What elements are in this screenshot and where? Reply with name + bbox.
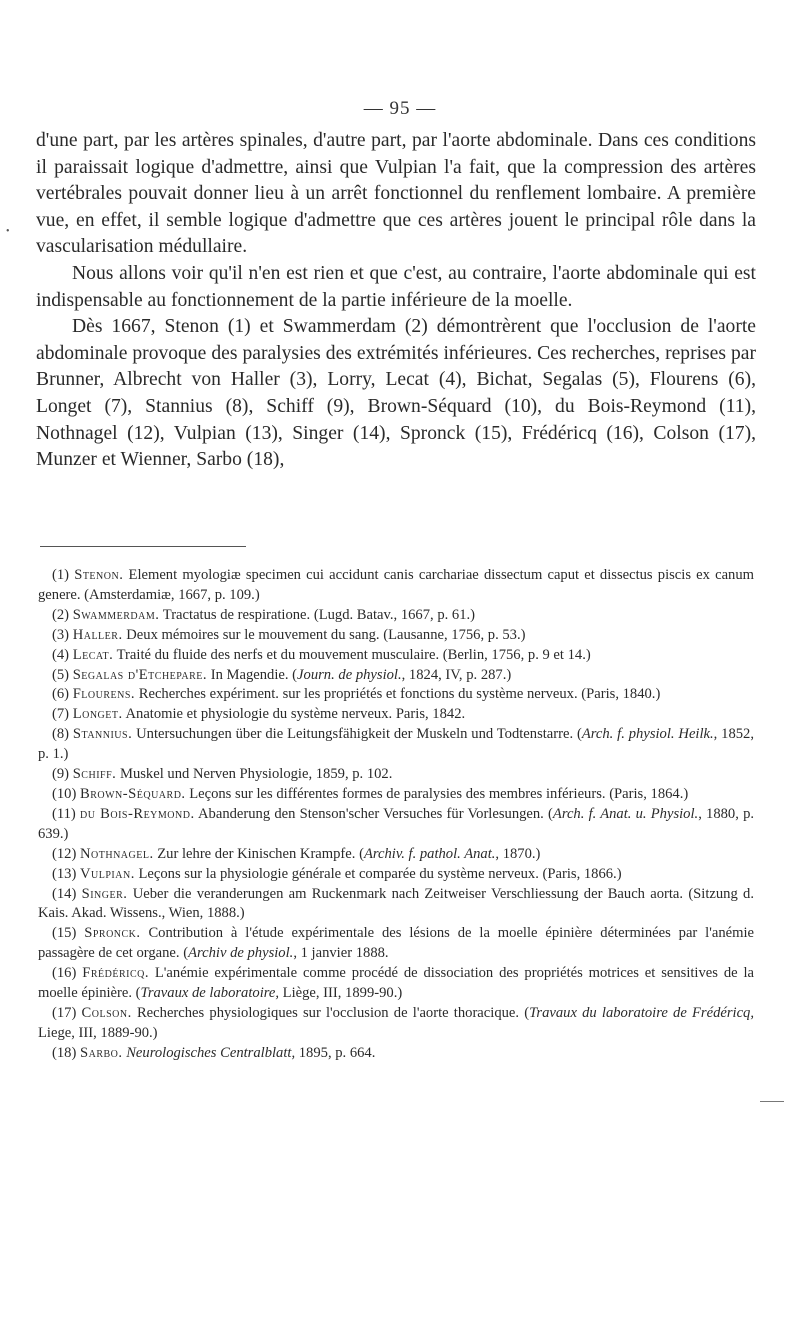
footnote-number: (1): [52, 567, 70, 583]
footnote-author: Lecat.: [72, 646, 114, 663]
footnote-number: (10): [52, 785, 77, 802]
footnote-text: Ueber die veranderungen am Ruckenmark nach Zeitweiser Verschliessung der Bauch aorta. (Sitzung d. Kais. Akad. Wissens., Wien, 1888.): [38, 885, 754, 922]
footnote-text-end: Liège, III, 1899-90.): [279, 985, 403, 1002]
footnote-number: (8): [52, 726, 70, 743]
footnote-author: Haller.: [72, 626, 123, 643]
footnote: [38, 785, 754, 805]
footnote-author: Longet.: [72, 706, 123, 723]
footnote-author: Spronck.: [84, 925, 141, 942]
footnote-number: (3): [52, 626, 70, 643]
footnote-author: Frédéricq.: [82, 965, 149, 982]
footnote: [38, 1044, 754, 1064]
footnote-author: Vulpian.: [79, 865, 135, 882]
footnote-number: (14): [52, 885, 77, 902]
footnote-number: (9): [52, 766, 70, 783]
footnote-author: Flourens.: [72, 686, 136, 703]
footnote-source: Journ. de physiol.: [297, 666, 402, 683]
footnote: [38, 845, 754, 865]
footnote-author: Stannius.: [72, 726, 133, 743]
footnote: [38, 566, 754, 606]
footnote-text: Untersuchungen über die Leitungsfähigkeit der Muskeln und Todtenstarre. (: [136, 726, 582, 743]
footnote-number: (2): [52, 606, 70, 623]
footnote-text: Zur lehre der Kinischen Krampfe. (: [157, 845, 364, 862]
footnote-author: Swammerdam.: [72, 606, 160, 623]
footnote-text: Leçons sur la physiologie générale et comparée du système nerveux. (Paris, 1866.): [138, 865, 622, 882]
footnote-text: Recherches physiologiques sur l'occlusion de l'aorte thoracique. (: [136, 1004, 530, 1021]
footnote: [38, 924, 754, 964]
footnote-author: Schiff.: [72, 766, 117, 783]
footnote: [38, 765, 754, 785]
footnote-author: Singer.: [81, 885, 128, 902]
footnote-text: Recherches expériment. sur les propriétés et fonctions du système nerveux. (Paris, 1840.): [138, 686, 661, 703]
footnote-author: Nothnagel.: [79, 845, 154, 862]
footnote: [38, 865, 754, 885]
paragraph: d'une part, par les artères spinales, d'autre part, par l'aorte abdominale. Dans ces conditions il paraissait logique d'admettre, ainsi que Vulpian l'a fait, que la compression des artères vertébrales pouvait donner lieu à un arrêt fonctionnel du renflement lombaire. A première vue, en effet, il semble logique d'admettre que ces artères jouent le principal rôle dans la vascularisation médullaire.: [36, 130, 756, 258]
footnote-text: L'anémie expérimentale comme procédé de dissociation des propriétés motrices et sensitives de la moelle épinière. (: [38, 965, 754, 1002]
main-text: [36, 128, 756, 474]
footnote-text: Abanderung den Stenson'scher Versuches für Vorlesungen. (: [198, 805, 553, 822]
footnote-number: (17): [52, 1004, 77, 1021]
footnote-text-end: , 1824, IV, p. 287.): [401, 666, 512, 683]
footnotes: [38, 566, 754, 1064]
footnote: [38, 885, 754, 925]
footnote-author: Segalas d'Etchepare.: [72, 666, 208, 683]
footnote-source: Travaux du laboratoire de Frédéricq,: [529, 1004, 755, 1021]
footnote: [38, 725, 754, 765]
footnote-number: (4): [52, 646, 70, 663]
footnote-author: Sarbo.: [79, 1044, 123, 1061]
footnote-text: Element myologiæ specimen cui accidunt canis carchariae dissectum caput et dissectus piscis ex canum genere. (Amsterdamiæ, 1667, p. 109.): [38, 567, 755, 603]
margin-line: [760, 1101, 784, 1102]
footnote-number: (18): [52, 1044, 77, 1061]
paragraph: Nous allons voir qu'il n'en est rien et que c'est, au contraire, l'aorte abdominale qui est indispensable au fonctionnement de la partie inférieure de la moelle.: [36, 262, 756, 311]
footnote-number: (15): [52, 925, 77, 942]
footnote-number: (7): [52, 706, 70, 723]
footnote-text: Anatomie et physiologie du système nerveux. Paris, 1842.: [125, 706, 466, 723]
footnote: [38, 626, 754, 646]
footnote-source: Travaux de laboratoire,: [140, 985, 280, 1002]
footnote-author: Colson.: [81, 1004, 132, 1021]
footnote-text: Contribution à l'étude expérimentale des lésions de la moelle épinière déterminées par l'anémie passagère de cet organe. (: [38, 925, 754, 962]
footnote-author: du Bois-Reymond.: [79, 805, 195, 822]
margin-mark: •: [6, 226, 10, 237]
footnote-number: (13): [52, 865, 77, 882]
footnote-source: Arch. f. physiol. Heilk.: [581, 726, 714, 743]
footnote-text: Deux mémoires sur le mouvement du sang. (Lausanne, 1756, p. 53.): [126, 626, 526, 643]
footnote-text-end: , 1852, p. 1.): [38, 726, 754, 763]
footnote: [38, 805, 754, 845]
footnote-text-end: 1895, p. 664.: [295, 1044, 376, 1061]
footnote-text: Leçons sur les différentes formes de paralysies des membres inférieurs. (Paris, 1864.): [189, 785, 689, 802]
footnote: [38, 964, 754, 1004]
footnote: [38, 1004, 754, 1044]
footnote-text: Traité du fluide des nerfs et du mouvement musculaire. (Berlin, 1756, p. 9 et 14.): [116, 646, 591, 663]
paragraph: Dès 1667, Stenon (1) et Swammerdam (2) démontrèrent que l'occlusion de l'aorte abdominale provoque des paralysies des extrémités inférieures. Ces recherches, reprises par Brunner, Albrecht von Haller (3), Lorry, Lecat (4), Bichat, Segalas (5), Flourens (6), Longet (7), Stannius (8), Schiff (9), Brown-Séquard (10), du Bois-Reymond (11), Nothnagel (12), Vulpian (13), Singer (14), Spronck (15), Frédéricq (16), Colson (17), Munzer et Wienner, Sarbo (18),: [36, 316, 756, 471]
footnote-source: Neurologisches Centralblatt,: [126, 1044, 296, 1061]
footnote-source: Arch. f. Anat. u. Physiol.: [552, 805, 699, 822]
footnote: [38, 705, 754, 725]
footnote-number: (16): [52, 965, 77, 982]
footnote-source: Archiv. f. pathol. Anat.: [363, 845, 496, 862]
footnote-text-end: Liege, III, 1889-90.): [38, 1024, 158, 1041]
footnote-number: (11): [52, 805, 76, 822]
footnote-author: Stenon.: [74, 567, 124, 583]
footnote-text-end: , 1870.): [495, 845, 541, 862]
footnote: [38, 606, 754, 626]
footnote: [38, 666, 754, 686]
footnote-rule: [40, 546, 246, 547]
page-number: — 95 —: [363, 98, 437, 119]
footnote: [38, 685, 754, 705]
footnote-text: In Magendie. (: [210, 666, 298, 683]
footnote-number: (6): [52, 686, 70, 703]
footnote-author: Brown-Séquard.: [79, 785, 186, 802]
footnote-text: Muskel und Nerven Physiologie, 1859, p. 102.: [119, 766, 393, 783]
footnote-source: Archiv de physiol.: [188, 945, 294, 962]
footnote-text-end: , 1880, p. 639.): [38, 805, 755, 842]
footnote-text: Tractatus de respiratione. (Lugd. Batav., 1667, p. 61.): [162, 606, 476, 623]
footnote-number: (5): [52, 666, 70, 683]
footnote-text-end: , 1 janvier 1888.: [293, 945, 389, 962]
footnote: [38, 646, 754, 666]
footnote-number: (12): [52, 845, 77, 862]
